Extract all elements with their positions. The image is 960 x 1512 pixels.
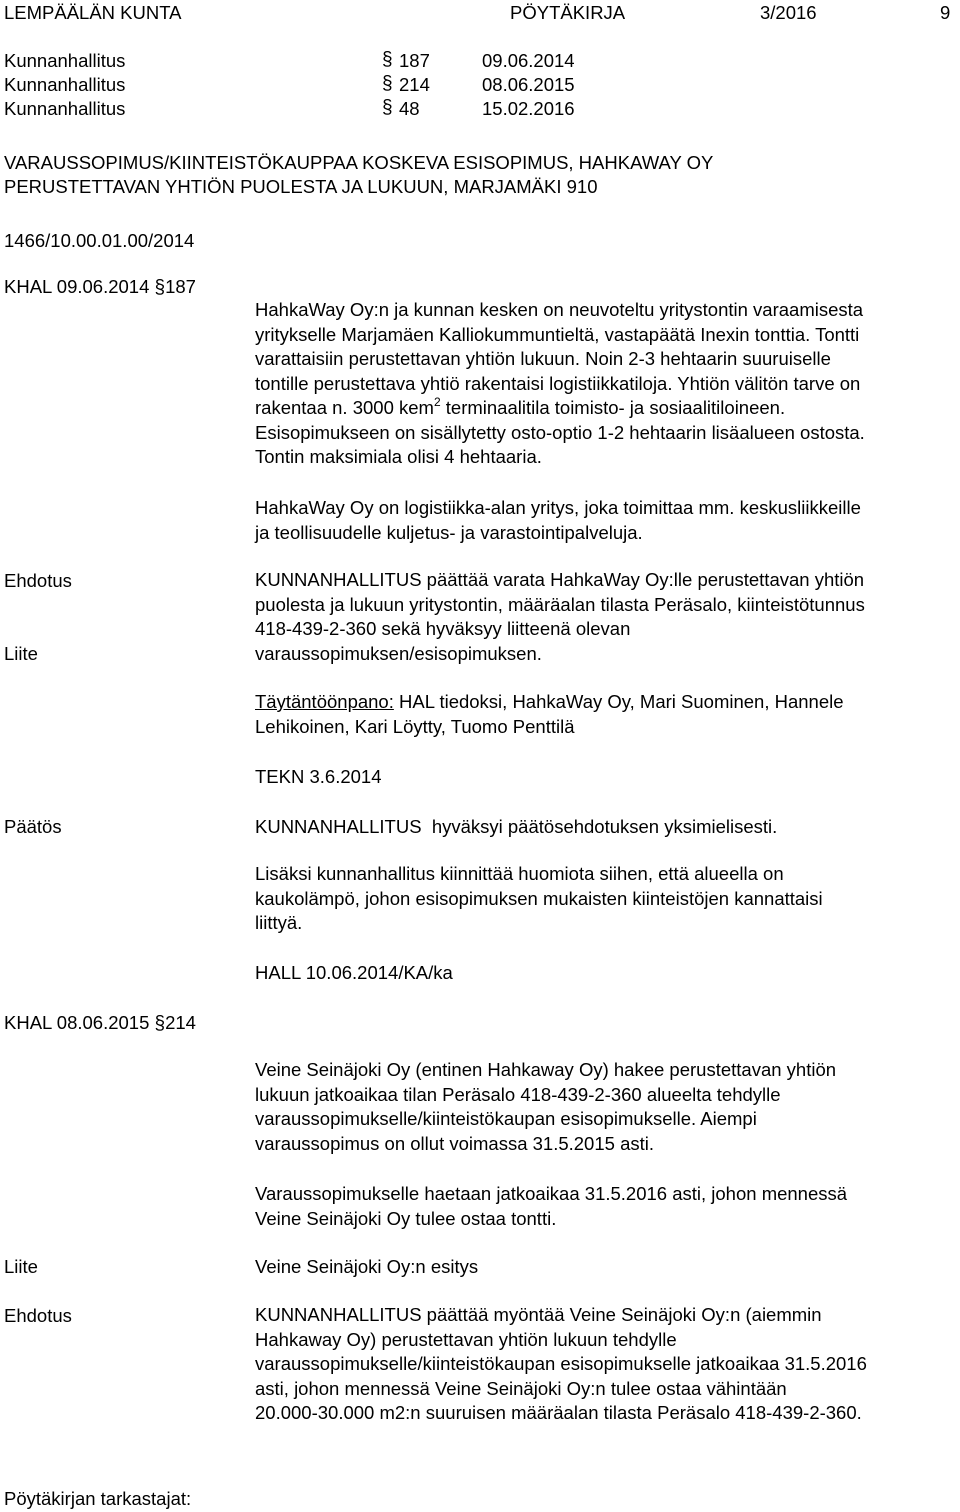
paragraph-line: Lehikoinen, Kari Löytty, Tuomo Penttilä (255, 715, 575, 737)
line-text: terminaalitila toimisto- ja sosiaalitiloineen. (440, 397, 786, 418)
municipality-name: LEMPÄÄLÄN KUNTA (4, 2, 182, 23)
label-liite: Liite (4, 643, 38, 664)
history-section: 48 (399, 98, 420, 119)
paragraph-line: ja teollisuudelle kuljetus- ja varastointipalveluja. (255, 521, 643, 543)
history-body: Kunnanhallitus (4, 74, 126, 95)
paragraph-line: Lisäksi kunnanhallitus kiinnittää huomiota siihen, että alueella on (255, 863, 784, 884)
diary-number: 1466/10.00.01.00/2014 (4, 230, 195, 251)
section1-company-paragraph (255, 496, 960, 545)
label-liite: Liite (4, 1256, 38, 1277)
section-sign-icon: § (382, 73, 393, 94)
paragraph-line: asti, johon mennessä Veine Seinäjoki Oy:n tulee ostaa vähintään (255, 1377, 787, 1399)
paragraph-line: Veine Seinäjoki Oy (entinen Hahkaway Oy) hakee perustettavan yhtiön (255, 1059, 837, 1080)
history-date: 15.02.2016 (482, 98, 575, 119)
paragraph-line: varaussopimukselle/kiinteistökaupan esisopimukselle. Aiempi (255, 1108, 757, 1129)
paragraph-line: KUNNANHALLITUS päättää varata HahkaWay Oy:lle perustettavan yhtiön (255, 569, 865, 590)
label-ehdotus: Ehdotus (4, 570, 72, 591)
line-text: rakentaa n. 3000 kem (255, 397, 434, 418)
section2-extension-paragraph (255, 1182, 960, 1231)
history-date: 09.06.2014 (482, 50, 575, 71)
section-sign-icon: § (382, 97, 393, 118)
section2-ref-date: KHAL 08.06.2015 (4, 1012, 150, 1033)
document-type: PÖYTÄKIRJA (510, 2, 626, 23)
execution-recipients: HAL tiedoksi, HahkaWay Oy, Mari Suominen, Hannele (393, 691, 844, 712)
execution-label: Täytäntöönpano: (255, 691, 394, 712)
paragraph-line: varaussopimuksen/esisopimuksen. (255, 642, 542, 664)
paragraph-line (255, 690, 960, 715)
inspectors-label: Pöytäkirjan tarkastajat: (4, 1488, 192, 1509)
document-number: 3/2016 (760, 2, 817, 23)
section1-ref-date: KHAL 09.06.2014 (4, 276, 150, 297)
paragraph-line: puolesta ja lukuun yritystontin, määräalan tilasta Peräsalo, kiinteistötunnus (255, 593, 865, 615)
paragraph-line: varattaisiin perustettavan yhtiön lukuun. Noin 2-3 hehtaarin suuruiselle (255, 348, 831, 369)
paragraph-line (255, 396, 960, 421)
history-date: 08.06.2015 (482, 74, 575, 95)
label-paatos: Päätös (4, 816, 62, 837)
document-title-line-2: PERUSTETTAVAN YHTIÖN PUOLESTA JA LUKUUN, MARJAMÄKI 910 (4, 176, 598, 197)
section1-ref-number: 187 (165, 276, 196, 297)
section1-background-paragraph (255, 298, 960, 470)
paragraph-line: varaussopimus on ollut voimassa 31.5.2015 asti. (255, 1132, 654, 1154)
section2-proposal (255, 1303, 960, 1426)
tekn-reference: TEKN 3.6.2014 (255, 766, 382, 787)
page-number: 9 (940, 2, 951, 23)
section-sign-icon: § (382, 49, 393, 70)
paragraph-line: varaussopimukselle/kiinteistökaupan esisopimukselle jatkoaikaa 31.5.2016 (255, 1353, 867, 1374)
history-section: 187 (399, 50, 430, 71)
section2-attachment: Veine Seinäjoki Oy:n esitys (255, 1256, 479, 1277)
paragraph-line: HahkaWay Oy on logistiikka-alan yritys, joka toimittaa mm. keskusliikkeille (255, 497, 861, 518)
paragraph-line: Veine Seinäjoki Oy tulee ostaa tontti. (255, 1207, 557, 1229)
section-sign-icon: § (154, 277, 166, 298)
section1-decision: KUNNANHALLITUS hyväksyi päätösehdotuksen yksimielisesti. (255, 816, 778, 837)
paragraph-line: Tontin maksimiala olisi 4 hehtaaria. (255, 446, 542, 467)
document-title-line-1: VARAUSSOPIMUS/KIINTEISTÖKAUPPAA KOSKEVA ESISOPIMUS, HAHKAWAY OY (4, 152, 714, 173)
section2-reference (4, 1012, 196, 1035)
section-sign-icon: § (154, 1013, 166, 1034)
paragraph-line: Hahkaway Oy) perustettavan yhtiön lukuun tehdylle (255, 1328, 677, 1350)
paragraph-line: HahkaWay Oy:n ja kunnan kesken on neuvoteltu yritystontin varaamisesta (255, 299, 864, 320)
section2-ref-number: 214 (165, 1012, 196, 1033)
paragraph-line: liittyä. (255, 912, 303, 933)
paragraph-line: KUNNANHALLITUS päättää myöntää Veine Seinäjoki Oy:n (aiemmin (255, 1304, 822, 1325)
paragraph-line: 418-439-2-360 sekä hyväksyy liitteenä olevan (255, 618, 631, 639)
label-ehdotus: Ehdotus (4, 1305, 72, 1326)
history-body: Kunnanhallitus (4, 98, 126, 119)
section1-proposal (255, 568, 960, 666)
paragraph-line: tontille perustettava yhtiö rakentaisi logistiikkatiloja. Yhtiön välitön tarve on (255, 372, 861, 394)
paragraph-line: lukuun jatkoaikaa tilan Peräsalo 418-439-2-360 alueelta tehdylle (255, 1083, 781, 1105)
paragraph-line: kaukolämpö, johon esisopimuksen mukaisten kiinteistöjen kannattaisi (255, 887, 823, 909)
history-section: 214 (399, 74, 430, 95)
section2-background-paragraph (255, 1058, 960, 1156)
history-body: Kunnanhallitus (4, 50, 126, 71)
section1-execution (255, 690, 960, 739)
section1-reference (4, 276, 196, 299)
hall-reference: HALL 10.06.2014/KA/ka (255, 962, 453, 983)
paragraph-line: 20.000-30.000 m2:n suuruisen määräalan tilasta Peräsalo 418-439-2-360. (255, 1402, 862, 1423)
paragraph-line: yritykselle Marjamäen Kalliokummuntieltä, vastapäätä Inexin tonttia. Tontti (255, 323, 860, 345)
section1-addition (255, 862, 960, 936)
superscript: 2 (433, 394, 441, 409)
paragraph-line: Varaussopimukselle haetaan jatkoaikaa 31.5.2016 asti, johon mennessä (255, 1183, 848, 1204)
paragraph-line: Esisopimukseen on sisällytetty osto-optio 1-2 hehtaarin lisäalueen ostosta. (255, 421, 865, 443)
